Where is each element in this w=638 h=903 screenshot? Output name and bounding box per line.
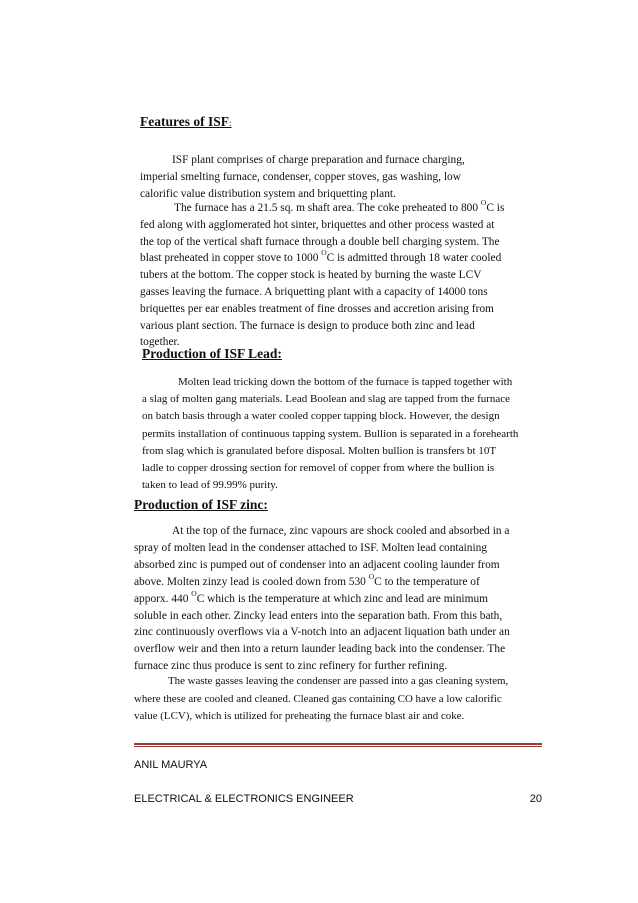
text-line: a slag of molten gang materials. Lead Boolean and slag are tapped from the furnace	[142, 393, 511, 406]
superscript: O	[321, 248, 327, 258]
text-line: permits installation of continuous tapping system. Bullion is separated in a forehearth	[142, 427, 519, 440]
features-heading-colon: :	[229, 118, 232, 128]
superscript: O	[191, 588, 197, 598]
zinc-heading: Production of ISF zinc:	[134, 497, 268, 512]
footer-rule-thick	[134, 743, 542, 745]
text-line: blast preheated in copper stove to 1000 $^O$C is admitted through 18 water cooled	[140, 248, 502, 265]
text-line: zinc continuously overflows via a V-notch into an adjacent liquation bath under an	[134, 626, 510, 639]
text-line: ladle to copper drossing section for removel of copper from where the bullion is	[142, 462, 495, 475]
text-line: imperial smelting furnace, condenser, copper stoves, gas washing, low	[140, 171, 461, 183]
features-paragraph-1	[140, 152, 465, 203]
text-line: gasses leaving the furnace. A briquetting plant with a capacity of 14000 tons	[140, 285, 488, 298]
text-line: spray of molten lead in the condenser attached to ISF. Molten lead containing	[134, 541, 488, 554]
text-line: calorific value distribution system and briquetting plant.	[140, 188, 396, 200]
text-line: taken to lead of 99.99% purity.	[142, 479, 278, 492]
text-line: tubers at the bottom. The copper stock is heated by burning the waste LCV	[140, 269, 482, 282]
text-line: The furnace has a 21.5 sq. m shaft area. The coke preheated to 800 $^O$C is	[174, 198, 505, 214]
superscript: O	[368, 571, 375, 581]
text-line: soluble in each other. Zincky lead enters into the separation bath. From this bath,	[134, 609, 503, 622]
superscript: O	[480, 198, 487, 207]
text-line: where these are cooled and cleaned. Cleaned gas containing CO have a low calorific	[134, 692, 502, 705]
page-number: 20	[529, 793, 542, 805]
text-line: briquettes per ear enables treatment of fine drosses and accretion arising from	[140, 302, 494, 315]
zinc-paragraph-1	[134, 523, 510, 675]
text-line: value (LCV), which is utilized for preheating the furnace blast air and coke.	[134, 710, 465, 722]
lead-heading: Production of ISF Lead:	[142, 346, 282, 361]
text-line: above. Molten zinzy lead is cooled down from 530 $^O$C to the temperature of	[134, 571, 480, 588]
footer-author-title: ELECTRICAL & ELECTRONICS ENGINEER	[134, 793, 354, 805]
text-line: ISF plant comprises of charge preparation and furnace charging,	[172, 154, 465, 166]
footer-author-name: ANIL MAURYA	[134, 759, 208, 771]
lead-paragraph	[142, 374, 518, 494]
features-heading-text: Features of ISF	[140, 114, 229, 129]
text-line: various plant section. The furnace is design to produce both zinc and lead	[140, 319, 475, 332]
text-line: absorbed zinc is pumped out of condenser into an adjacent cooling launder from	[134, 558, 500, 571]
text-line: apporx. 440 $^O$C which is the temperature at which zinc and lead are minimum	[134, 588, 488, 605]
text-line: furnace zinc thus produce is sent to zinc refinery for further refining.	[134, 660, 448, 673]
text-line: on batch basis through a water cooled copper tapping block. However, the design	[142, 410, 500, 423]
text-line: the top of the vertical shaft furnace through a double bell charging system. The	[140, 235, 500, 248]
features-heading	[140, 114, 232, 130]
text-line: The waste gasses leaving the condenser are passed into a gas cleaning system,	[168, 675, 509, 687]
features-paragraph-2	[140, 200, 504, 351]
text-line: At the top of the furnace, zinc vapours are shock cooled and absorbed in a	[172, 525, 510, 537]
text-line: overflow weir and then into a return launder leading back into the condenser. The	[134, 643, 506, 656]
footer-rule-thin	[134, 746, 542, 747]
text-line: from slag which is granulated before disposal. Molten bullion is transfers bt 10T	[142, 444, 497, 457]
text-line: fed along with agglomerated hot sinter, briquettes and other process wasted at	[140, 218, 495, 231]
text-line: Molten lead tricking down the bottom of the furnace is tapped together with	[178, 376, 513, 388]
text-line: together.	[140, 336, 180, 349]
zinc-paragraph-2	[134, 673, 508, 726]
